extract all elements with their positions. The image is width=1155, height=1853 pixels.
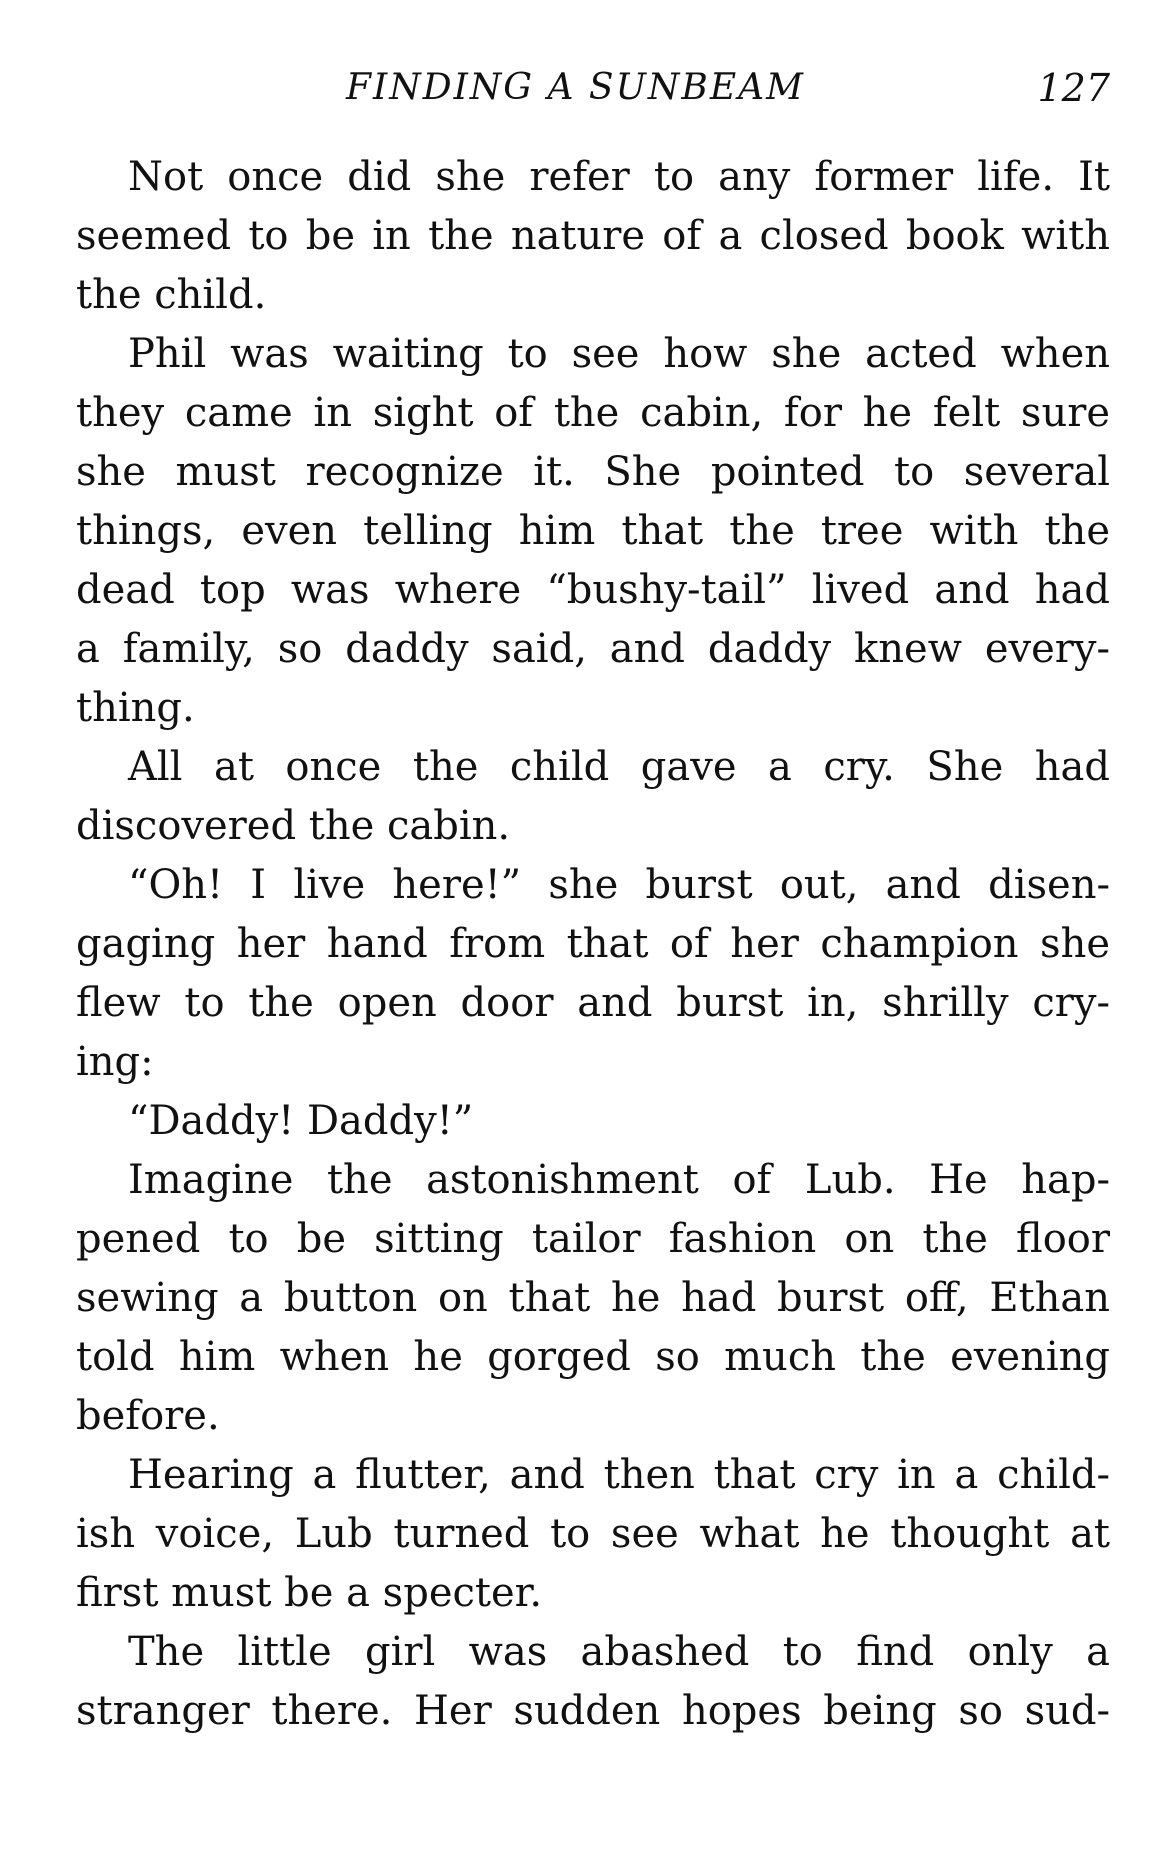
text-line: stranger there. Her sudden hopes being so sud- (76, 1688, 1110, 1734)
text-line: The little girl was abashed to find only a (128, 1629, 1110, 1675)
text-line: first must be a specter. (76, 1570, 543, 1616)
text-line: “Daddy! Daddy!” (128, 1098, 474, 1144)
text-line: things, even telling him that the tree with the (76, 508, 1110, 554)
text-line: they came in sight of the cabin, for he felt sure (76, 390, 1110, 436)
text-line: before. (76, 1393, 220, 1439)
text-line: she must recognize it. She pointed to several (76, 449, 1110, 495)
text-line: Hearing a flutter, and then that cry in a child- (128, 1452, 1110, 1498)
text-line: seemed to be in the nature of a closed book with (76, 213, 1110, 259)
text-line: “Oh! I live here!” she burst out, and disen- (128, 862, 1110, 908)
body-text (76, 148, 1110, 1741)
text-line: Not once did she refer to any former life. It (128, 154, 1110, 200)
text-line: thing. (76, 685, 195, 731)
text-line: flew to the open door and burst in, shrilly cry- (76, 980, 1110, 1026)
text-line: gaging her hand from that of her champion she (76, 921, 1110, 967)
text-line: ish voice, Lub turned to see what he thought at (76, 1511, 1110, 1557)
text-line: told him when he gorged so much the evening (76, 1334, 1110, 1380)
running-head (76, 60, 1110, 116)
text-line: the child. (76, 272, 267, 318)
text-line: ing: (76, 1039, 154, 1085)
page-number: 127 (1037, 66, 1110, 110)
text-line: Imagine the astonishment of Lub. He hap- (128, 1157, 1110, 1203)
text-line: Phil was waiting to see how she acted when (128, 331, 1110, 377)
running-title: FINDING A SUNBEAM (346, 67, 806, 108)
text-line: discovered the cabin. (76, 803, 511, 849)
text-line: pened to be sitting tailor fashion on the floor (76, 1216, 1110, 1262)
text-line: sewing a button on that he had burst off, Ethan (76, 1275, 1110, 1321)
text-line: a family, so daddy said, and daddy knew every- (76, 626, 1110, 672)
text-line: dead top was where “bushy-tail” lived and had (76, 567, 1110, 613)
text-line: All at once the child gave a cry. She had (128, 744, 1110, 790)
